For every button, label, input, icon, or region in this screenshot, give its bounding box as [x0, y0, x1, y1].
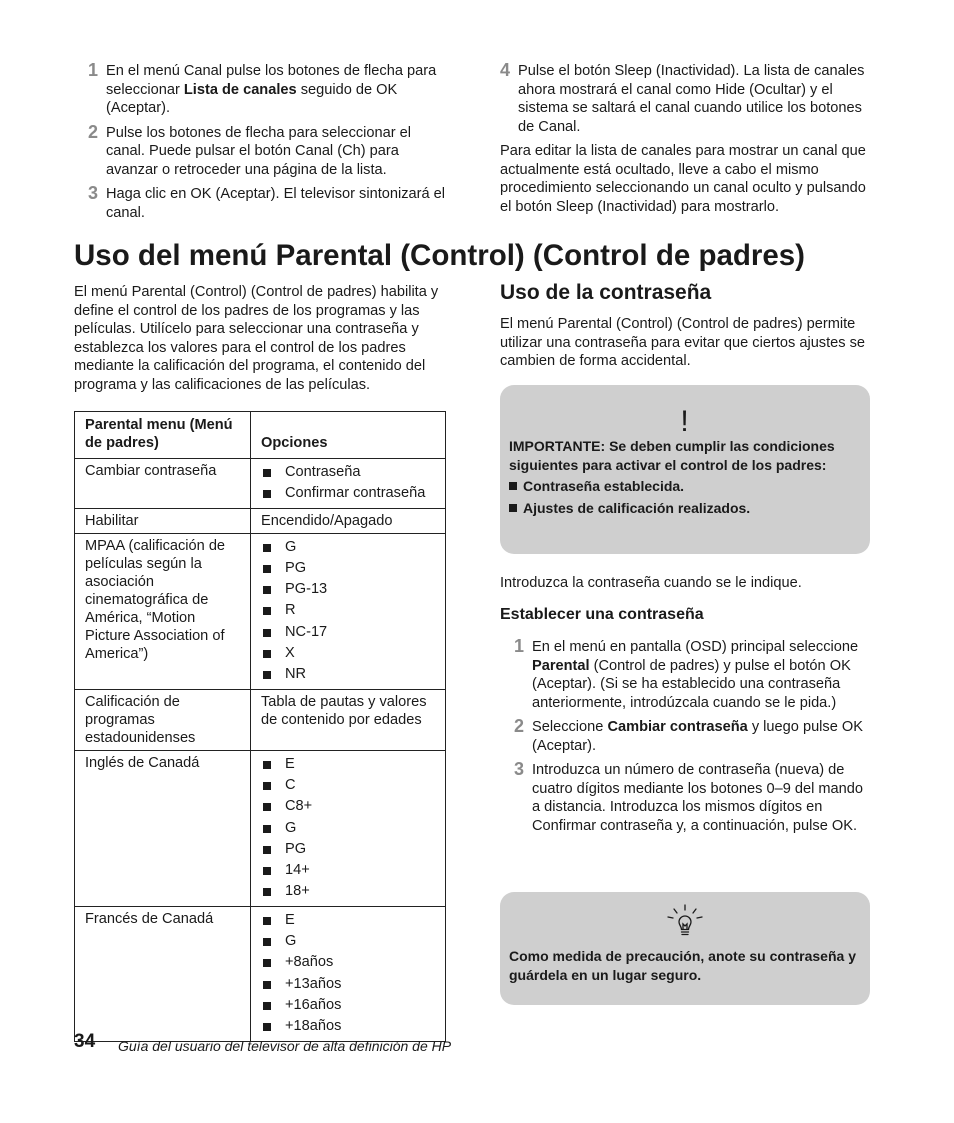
option-item: C	[261, 775, 437, 796]
step-item	[500, 718, 872, 755]
table-cell-options	[251, 508, 446, 533]
options-list	[261, 910, 437, 1038]
option-item: PG-13	[261, 579, 437, 600]
option-item: +16años	[261, 995, 437, 1016]
step-text: Haga clic en OK (Aceptar). El televisor sintonizará el canal.	[106, 186, 446, 221]
step-item	[74, 121, 450, 180]
set-password-heading: Establecer una contraseña	[500, 606, 704, 623]
step-text: y luego pulse OK (Aceptar).	[532, 719, 863, 754]
option-item: X	[261, 643, 437, 664]
table-cell-options	[251, 906, 446, 1041]
table-header-options: Opciones	[251, 412, 446, 459]
option-item: G	[261, 818, 437, 839]
step-item	[500, 638, 872, 712]
important-note-item	[509, 477, 860, 496]
option-item: Confirmar contraseña	[261, 483, 437, 504]
table-cell-menu: MPAA (calificación de películas según la asociación cinematográfica de América, “Motion Picture Association of America”)	[75, 533, 251, 689]
option-item: +18años	[261, 1016, 437, 1037]
step-text: seguido de OK (Aceptar).	[106, 81, 398, 116]
step-item	[74, 62, 450, 118]
table-row	[75, 533, 446, 689]
option-text: Tabla de pautas y valores de contenido por edades	[261, 693, 427, 728]
option-item: E	[261, 754, 437, 775]
important-note-item	[509, 499, 860, 518]
step-number: 1	[514, 636, 525, 656]
step-number: 2	[88, 121, 99, 142]
option-item: G	[261, 931, 437, 952]
step-text-bold: Cambiar contraseña	[607, 719, 748, 735]
step-item	[500, 761, 872, 835]
enter-password-text: Introduzca la contraseña cuando se le indique.	[500, 575, 802, 591]
step-item	[74, 185, 450, 222]
step-text: (Control de padres) y pulse el botón OK (Aceptar). (Si se ha establecido una contraseña anteriormente, introdúzcala cuando se le pida.)	[532, 657, 851, 711]
options-list	[261, 462, 437, 505]
step-text-bold: Parental	[532, 657, 590, 674]
parental-menu-table	[74, 411, 446, 1042]
password-usage-paragraph: El menú Parental (Control) (Control de padres) permite utilizar una contraseña para evitar que ciertos ajustes se cambien de forma accidental.	[500, 316, 866, 369]
bullet-square-icon	[509, 504, 517, 512]
option-item: PG	[261, 839, 437, 860]
table-cell-menu: Calificación de programas estadounidenses	[75, 689, 251, 750]
option-item: NR	[261, 664, 437, 685]
tip-note-text: Como medida de precaución, anote su contraseña y guárdela en un lugar seguro.	[509, 948, 856, 983]
table-cell-menu: Inglés de Canadá	[75, 750, 251, 906]
table-cell-options	[251, 459, 446, 509]
lightbulb-icon-svg	[665, 904, 705, 938]
option-item: NC-17	[261, 622, 437, 643]
table-header-menu: Parental menu (Menú de padres)	[75, 412, 251, 459]
step-number: 3	[514, 759, 525, 779]
option-item: C8+	[261, 796, 437, 817]
table-cell-menu: Cambiar contraseña	[75, 459, 251, 509]
table-body	[75, 459, 446, 1042]
table-cell-options	[251, 533, 446, 689]
option-item: +13años	[261, 974, 437, 995]
step-text: Pulse los botones de flecha para seleccionar el canal. Puede pulsar el botón Canal (Ch) para avanzar o retroceder una página de la lista.	[106, 124, 412, 178]
option-item: +8años	[261, 952, 437, 973]
important-note	[500, 385, 870, 554]
table-row	[75, 459, 446, 509]
step-text: En el menú en pantalla (OSD) principal seleccione	[532, 639, 859, 655]
table-cell-menu: Francés de Canadá	[75, 906, 251, 1041]
intro-paragraph: El menú Parental (Control) (Control de padres) habilita y define el control de los padres de los programas y las películas. Utilícelo para seleccionar una contraseña y establezca los valores para el control de los padres mediante la calificación del programa, el contenido del programa y las calificaciones de las películas.	[74, 284, 439, 393]
footer-text: Guía del usuario del televisor de alta definición de HP	[118, 1038, 452, 1054]
option-item: G	[261, 537, 437, 558]
step-item	[486, 62, 870, 136]
table-cell-menu: Habilitar	[75, 508, 251, 533]
table-cell-options	[251, 750, 446, 906]
option-item: Contraseña	[261, 462, 437, 483]
important-note-item-text: Contraseña establecida.	[523, 478, 685, 494]
important-note-item-text: Ajustes de calificación realizados.	[523, 499, 751, 516]
options-list	[261, 537, 437, 686]
top-left-steps	[74, 62, 450, 228]
set-password-steps	[500, 638, 872, 841]
bullet-square-icon	[509, 482, 517, 490]
step-text: Introduzca un número de contraseña (nueva) de cuatro dígitos mediante los botones 0–9 del mando a distancia. Introduzca los mismos dígitos en Confirmar contraseña y, a continuación, pulse OK.	[532, 762, 864, 834]
step-text-bold: Lista de canales	[183, 81, 297, 98]
option-item: E	[261, 910, 437, 931]
step-number: 1	[88, 60, 99, 80]
options-list	[261, 754, 437, 903]
page-number: 34	[74, 1031, 96, 1052]
table-cell-options	[251, 689, 446, 750]
table-header-row	[75, 412, 446, 459]
option-item: R	[261, 600, 437, 621]
step-number: 3	[88, 183, 99, 203]
table-row	[75, 689, 446, 750]
table-row	[75, 750, 446, 906]
lightbulb-icon	[509, 904, 860, 940]
page-title: Uso del menú Parental (Control) (Control de padres)	[74, 239, 806, 272]
step-number: 2	[514, 716, 525, 736]
step-text: Seleccione	[532, 719, 608, 735]
step-number: 4	[500, 60, 511, 80]
option-item: PG	[261, 558, 437, 579]
password-usage-heading: Uso de la contraseña	[500, 281, 712, 304]
important-note-text: IMPORTANTE: Se deben cumplir las condiciones siguientes para activar el control de los padres:	[509, 438, 835, 473]
exclamation-icon: !	[680, 405, 689, 438]
step-text: Pulse el botón Sleep (Inactividad). La lista de canales ahora mostrará el canal como Hide (Ocultar) y el sistema se saltará el canal cuando utilice los botones de Canal.	[518, 63, 865, 135]
table-row	[75, 508, 446, 533]
top-right-block	[486, 62, 870, 216]
tip-note	[500, 892, 870, 1005]
step-text: En el menú Canal pulse los botones de flecha para seleccionar	[106, 63, 437, 98]
table-row	[75, 906, 446, 1041]
option-text: Encendido/Apagado	[261, 512, 393, 529]
edit-list-paragraph: Para editar la lista de canales para mostrar un canal que actualmente está ocultado, lleve a cabo el mismo procedimiento seleccionando un canal oculto y pulsando el botón Sleep (Inactividad) para mostrarlo.	[500, 143, 866, 215]
option-item: 14+	[261, 860, 437, 881]
option-item: 18+	[261, 881, 437, 902]
